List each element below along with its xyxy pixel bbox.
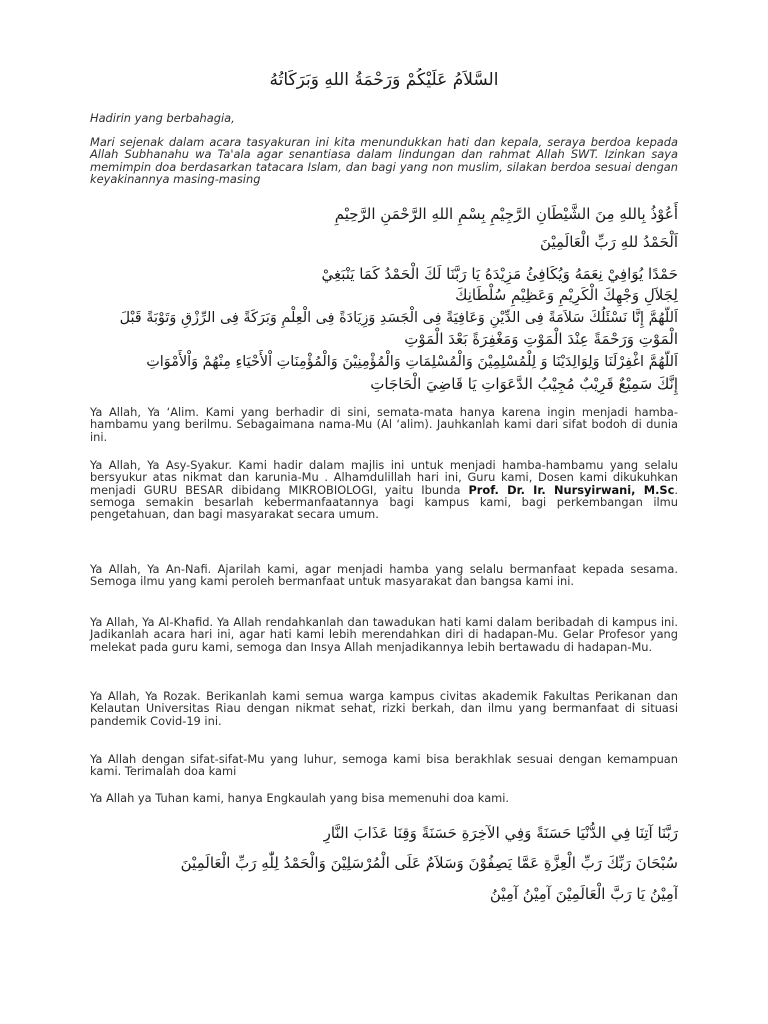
intro-paragraph: Mari sejenak dalam acara tasyakuran ini kita menundukkan hati dan kepala, seraya berdoa kepada Allah Subhanahu wa Ta'ala agar senantiasa dalam lindungan dan rahmat Allah SWT. Izinkan saya memimpin doa berdasarkan tatacara Islam, dan bagi yang non muslim, silakan berdoa sesuai dengan keyakinannya masing-masing xyxy=(90,135,678,186)
professor-name: Prof. Dr. Ir. Nursyirwani, M.Sc xyxy=(468,482,675,497)
prayer-asy-syakur xyxy=(90,459,678,520)
prayer-an-nafi: Ya Allah, Ya An-Nafi. Ajarilah kami, agar menjadi hamba yang selalu bermanfaat kepada sesama. Semoga ilmu yang kami peroleh bermanfaat untuk masyarakat dan bangsa kami ini. xyxy=(90,562,678,589)
arabic-hamdan-line2: لِجَلاَلِ وَجْهِكَ الْكَرِيْمِ وَعَظِيْمِ سُلْطَانِكَ xyxy=(455,286,678,304)
prayer-asy-syakur-text: Ya Allah, Ya Asy-Syakur. Kami hadir dalam majlis ini untuk menjadi hamba-hambamu yang selalu bersyukur atas nikmat dan karunia-Mu . Alhamdulillah hari ini, Guru kami, Dosen kami dikukuhkan menjadi GURU BESAR dibidang MIKROBIOLOGI, yaitu Ibunda xyxy=(90,458,678,497)
prayer-ar-rozak: Ya Allah, Ya Rozak. Berikanlah kami semua warga kampus civitas akademik Fakultas Perikanan dan Kelautan Universitas Riau dengan nikmat sehat, rizki berkah, dan ilmu yang bermanfaat di situasi pandemik Covid-19 ini. xyxy=(90,689,678,728)
greeting: Hadirin yang berbahagia, xyxy=(90,111,235,125)
arabic-istighfar-line1: اَللَّهُمَّ اغْفِرْلَنَا وَلِوَالِدَيْنَا وَ لِلْمُسْلِمِيْنَ وَالْمُسْلِمَاتِ وَالْمُؤْمِنِيْنَ وَالْمُؤْمِنَاتِ اْلأَحْيَاءِ مِنْهُمْ وَاْلأَمْوَاتِ xyxy=(146,354,678,370)
prayer-sifat: Ya Allah dengan sifat-sifat-Mu yang luhur, semoga kami bisa berakhlak sesuai dengan kemampuan kami. Terimalah doa kami xyxy=(90,752,678,779)
prayer-al-khafid: Ya Allah, Ya Al-Khafid. Ya Allah rendahkanlah dan tawadukan hati kami dalam beribadah di kampus ini. Jadikanlah acara hari ini, agar hati kami lebih merendahkan diri di hadapan-Mu. Gelar Profesor yang melekat pada guru kami, semoga dan Insya Allah menjadikannya lebih bertawadu di hadapan-Mu. xyxy=(90,615,678,654)
arabic-hamdalah: اَلْحَمْدُ للهِ رَبِّ الْعَالَمِيْنَ xyxy=(540,233,678,251)
arabic-taawudz: أَعُوْذُ بِاللهِ مِنَ الشَّيْطَانِ الرَّجِيْمِ بِسْمِ اللهِ الرَّحْمَنِ الرَّحِيْمِ xyxy=(334,205,678,223)
arabic-subhana: سُبْحَانَ رَبِّكَ رَبِّ الْعِزَّةِ عَمَّا يَصِفُوْنَ وَسَلاَمٌ عَلَى الْمُرْسَلِيْنَ وَالْحَمْدُ لِلّٰهِ رَبِّ الْعَالَمِيْنَ xyxy=(180,854,678,872)
arabic-amin: آمِيْنُ يَا رَبَّ الْعَالَمِيْنَ آمِيْنُ آمِيْنُ xyxy=(489,885,678,903)
prayer-al-alim: Ya Allah, Ya ‘Alim. Kami yang berhadir di sini, semata-mata hanya karena ingin menjadi hamba-hambamu yang berilmu. Sebagaimana nama-Mu (Al ‘alim). Jauhkanlah kami dari sifat bodoh di dunia ini. xyxy=(90,405,678,444)
prayer-tuhan: Ya Allah ya Tuhan kami, hanya Engkaulah yang bisa memenuhi doa kami. xyxy=(90,791,510,805)
arabic-istighfar-line2: إِنَّكَ سَمِيْعٌ قَرِيْبٌ مُجِيْبُ الدَّعَوَاتِ يَا قَاضِيَ الْحَاجَاتِ xyxy=(370,375,678,393)
prayer-asy-syakur-text-end: . semoga semakin besarlah kebermanfaatannya bagi kampus kami, bagi perkembangan ilmu pengetahuan, dan bagi masyarakat secara umum. xyxy=(90,482,678,522)
arabic-rabbana: رَبَّنَا آتِنَا فِي الدُّنْيَا حَسَنَةً وَفِي الآخِرَةِ حَسَنَةً وَقِنَا عَذَابَ النَّارِ xyxy=(323,824,678,842)
arabic-salam: السَّلاَمُ عَلَيْكُمْ وَرَحْمَةُ اللهِ وَبَرَكَاتُهُ xyxy=(269,70,499,90)
arabic-hamdan-line1: حَمْدًا يُوَافِيْ نِعَمَهُ وَيُكَافِئُ مَزِيْدَهُ يَا رَبَّنَا لَكَ الْحَمْدُ كَمَا يَنْبَغِيْ xyxy=(321,265,678,283)
arabic-salamah-line1: اَللَّهُمَّ إِنَّا نَسْئَلُكَ سَلاَمَةً فِى الدِّيْنِ وَعَافِيَةً فِى الْجَسَدِ وَزِيَادَةً فِى الْعِلْمِ وَبَرَكَةً فِى الرِّزْقِ وَتَوْبَةً قَبْلَ xyxy=(119,310,678,326)
arabic-salamah-line2: الْمَوْتِ وَرَحْمَةً عِنْدَ الْمَوْتِ وَمَغْفِرَةً بَعْدَ الْمَوْتِ xyxy=(404,330,678,348)
